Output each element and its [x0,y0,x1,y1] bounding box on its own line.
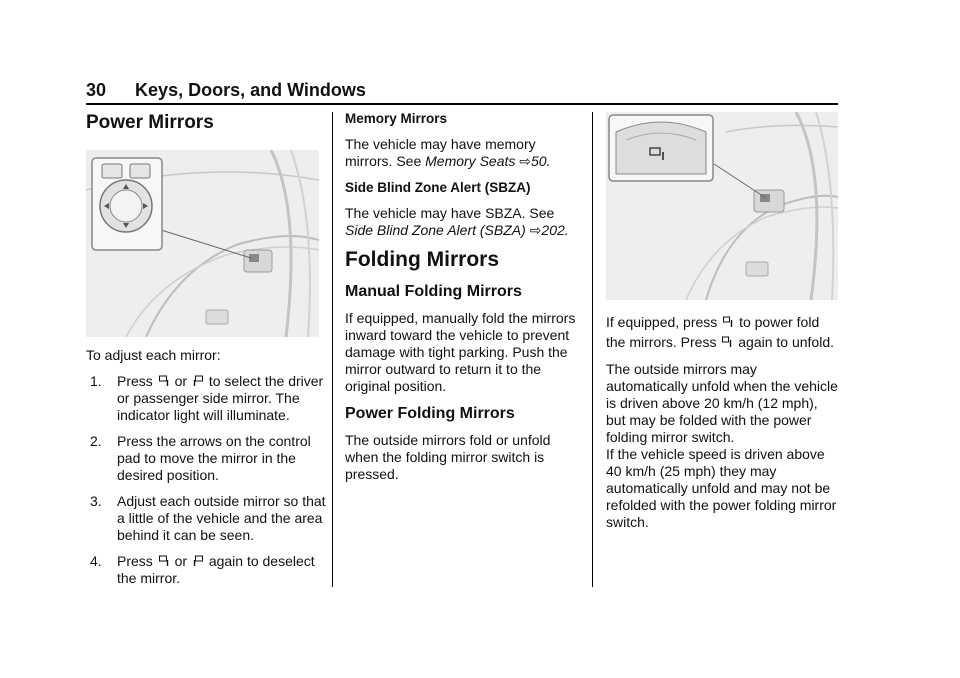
power-mirror-control-illustration [86,150,319,337]
intro-text: To adjust each mirror: [86,347,221,363]
column-divider-1 [332,112,333,587]
manual-folding-text: If equipped, manually fold the mirrors inward toward the vehicle to prevent damage with tight parking. Push the mirror outward to return it to the original position. [345,310,576,394]
section-title-power-mirrors: Power Mirrors [86,112,214,133]
page-reference-arrow-icon: ⇨ [529,222,542,238]
left-mirror-select-icon [159,375,169,387]
middle-column [345,110,583,492]
page-number: 30 [86,80,107,100]
header-rule [86,103,838,105]
page-header [86,80,366,101]
step-4: 4. Press or again to deselect the mirror. [90,553,315,586]
step-2: 2. Press the arrows on the control pad to move the mirror in the desired position. [90,433,311,483]
auto-unfold-text-1: The outside mirrors may automatically unfold when the vehicle is driven above 20 km/h (12 mph), but may be folded with the power folding mirror switch. [606,361,838,445]
step-1: 1. Press or to select the driver or passenger side mirror. The indicator light will illuminate. [90,373,324,423]
sbza-link[interactable]: Side Blind Zone Alert (SBZA) [345,222,526,238]
memory-seats-link[interactable]: Memory Seats [425,153,516,169]
power-folding-heading: Power Folding Mirrors [345,405,515,422]
left-mirror-select-icon [159,555,169,567]
left-column-text [86,347,326,596]
right-column [606,312,840,540]
right-mirror-select-icon [193,555,203,567]
sbza-heading: Side Blind Zone Alert (SBZA) [345,180,531,195]
power-folding-text: The outside mirrors fold or unfold when the folding mirror switch is pressed. [345,432,551,482]
mirror-fold-icon [722,336,732,348]
manual-folding-heading: Manual Folding Mirrors [345,283,522,300]
auto-unfold-text-2: If the vehicle speed is driven above 40 km/h (25 mph) they may automatically unfold and may not be refolded with the power folding mirror switch. [606,446,837,530]
steps-list [86,373,326,587]
right-mirror-select-icon [193,375,203,387]
power-fold-instructions: If equipped, press to power fold the mirrors. Press again to unfold. [606,314,834,350]
memory-mirrors-heading: Memory Mirrors [345,111,448,126]
folding-switch-illustration [606,112,838,300]
folding-mirrors-title: Folding Mirrors [345,248,499,271]
column-divider-2 [592,112,593,587]
mirror-fold-icon [723,316,733,328]
door-panel-drawing [86,150,319,337]
page-reference-arrow-icon: ⇨ [519,153,531,169]
sbza-text: The vehicle may have SBZA. See Side Blind Zone Alert (SBZA) ⇨202. [345,205,569,238]
left-column [86,112,326,146]
chapter-title: Keys, Doors, and Windows [135,80,366,100]
memory-mirrors-text: The vehicle may have memory mirrors. See Memory Seats ⇨50. [345,136,551,169]
door-panel-fold-switch-drawing [606,112,838,300]
step-3: 3. Adjust each outside mirror so that a little of the vehicle and the area behind it can be seen. [90,493,326,543]
